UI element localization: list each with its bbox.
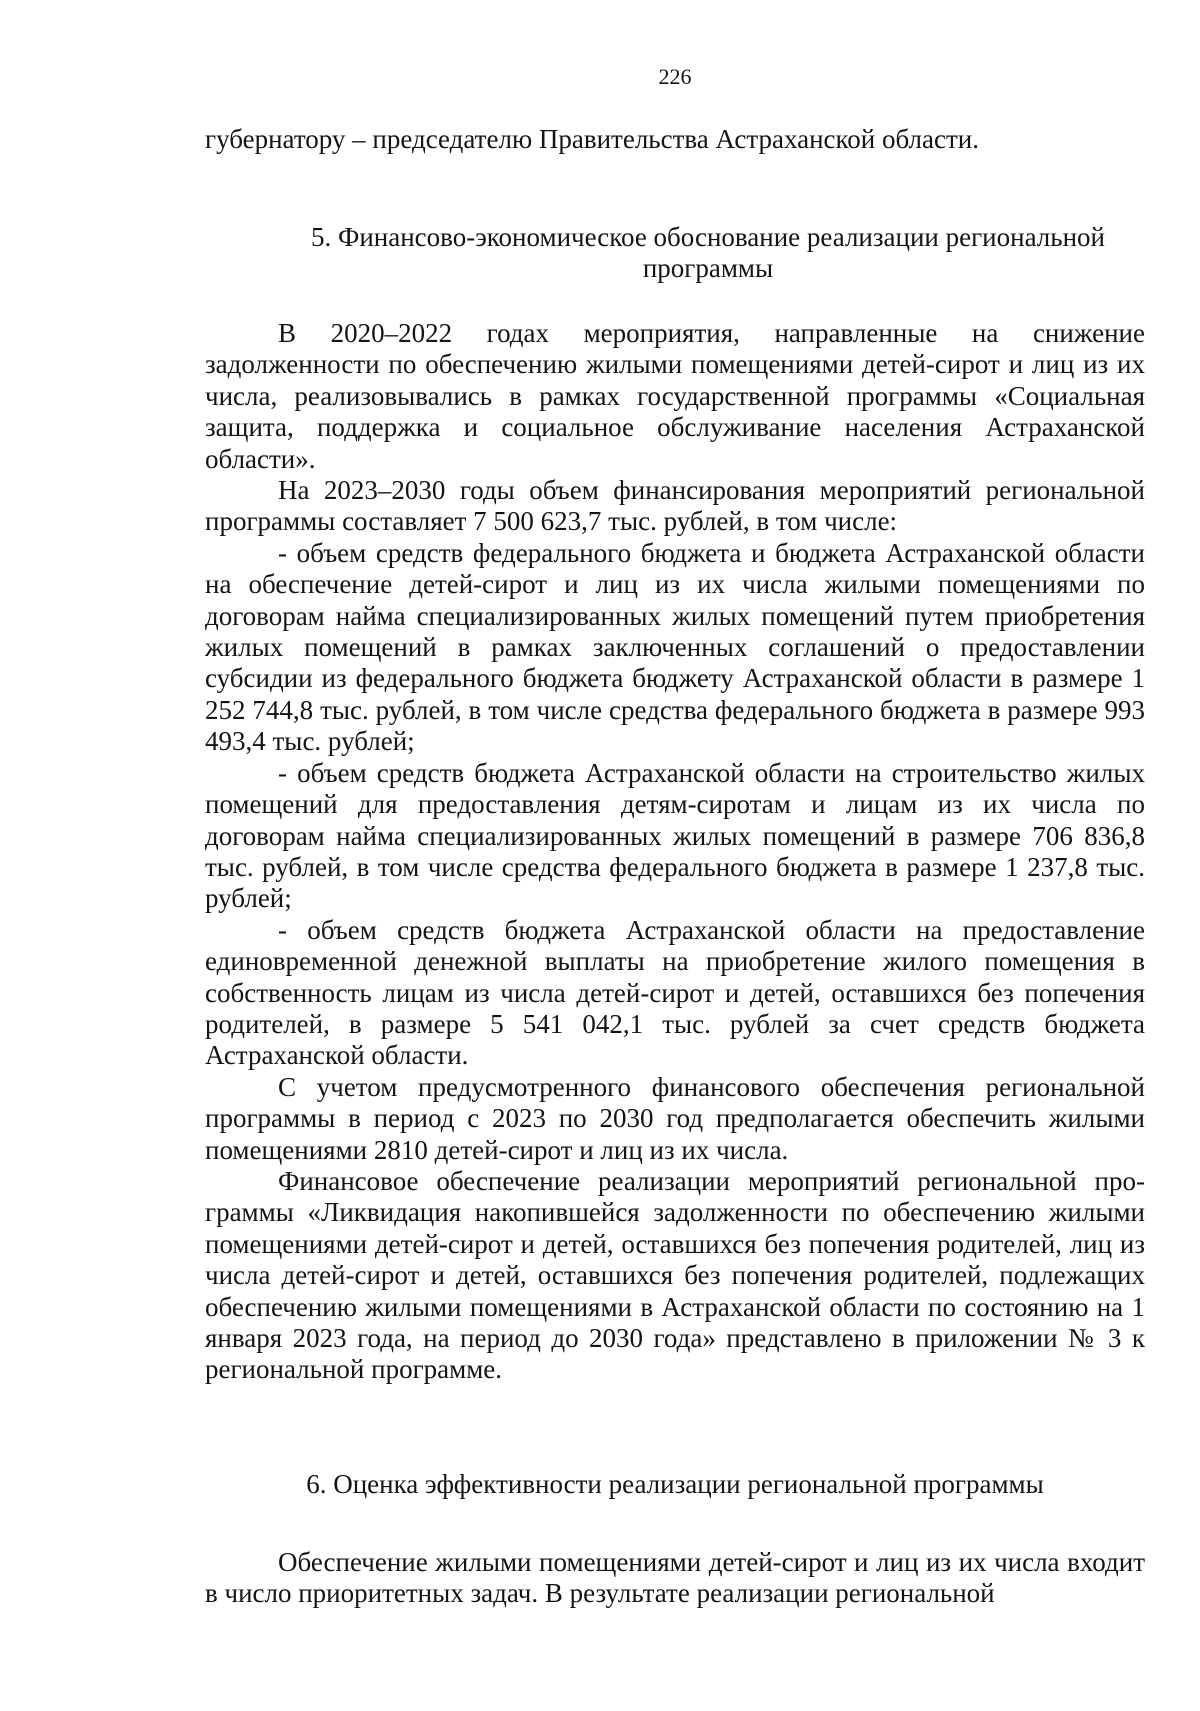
- paragraph: С учетом предусмотренного финансового обеспечения региональной программы в период с 2023 по 2030 год предполагается обеспечить жилыми помещениями 2810 детей-сирот и лиц из их числа.: [205, 1071, 1145, 1165]
- paragraph: - объем средств бюджета Астраханской области на предоставление единовременной денежной выплаты на приобретение жилого помещения в собственность лицам из числа детей-сирот и детей, оставшихся без попечения родителей, в размере 5 541 042,1 тыс. рублей за счет средств бюджета Астраханской области.: [205, 914, 1145, 1071]
- section-6-body: [205, 1547, 1145, 1610]
- paragraph: В 2020–2022 годах мероприятия, направленные на снижение задолженности по обеспечению жилыми помещениями детей-сирот и лиц из их числа, реализовывались в рамках государственной программы «Социальная защита, поддержка и социальное обслуживание населения Астраханской области».: [205, 318, 1145, 474]
- paragraph: Обеспечение жилыми помещениями детей-сирот и лиц из их числа входит в число приоритетных задач. В результате реализации региональной: [205, 1547, 1145, 1609]
- paragraph: На 2023–2030 годы объем финансирования мероприятий региональной программы составляет 7 500 623,7 тыс. рублей, в том числе:: [205, 475, 1145, 537]
- section-5-title: 5. Финансово-экономическое обоснование реализации региональной программы: [311, 222, 1105, 284]
- paragraph: - объем средств федерального бюджета и бюджета Астраханской области на обеспечение детей-сирот и лиц из их числа жилыми помещениями по договорам найма специализированных жилых помещений путем приобретения жилых помещений в рамках заключенных соглашений о предоставлении субсидии из федерального бюджета бюджету Астраханской области в размере 1 252 744,8 тыс. рублей, в том числе средства федерального бюджета в размере 993 493,4 тыс. рублей;: [205, 537, 1145, 757]
- paragraph: Финансовое обеспечение реализации мероприятий региональной программы «Ликвидация накопившейся задолженности по обеспечению жилыми помещениями детей-сирот и детей, оставшихся без попечения родителей, лиц из числа детей-сирот и детей, оставшихся без попечения родителей, подлежащих обеспечению жилыми помещениями в Астраханской области по состоянию на 1 января 2023 года, на период до 2030 года» представлено в приложении № 3 к региональной программе.: [205, 1165, 1145, 1385]
- section-5-body: [205, 318, 1145, 1386]
- section-6-title: 6. Оценка эффективности реализации региональной программы: [306, 1469, 1044, 1499]
- page-number: 226: [658, 64, 692, 89]
- paragraph: - объем средств бюджета Астраханской области на строительство жилых помещений для предоставления детям-сиротам и лицам из их числа по договорам найма специализированных жилых помещений в размере 706 836,8 тыс. рублей, в том числе средства федерального бюджета в размере 1 237,8 тыс. рублей;: [205, 757, 1145, 914]
- continuation-text: губернатору – председателю Правительства Астраханской области.: [205, 124, 979, 154]
